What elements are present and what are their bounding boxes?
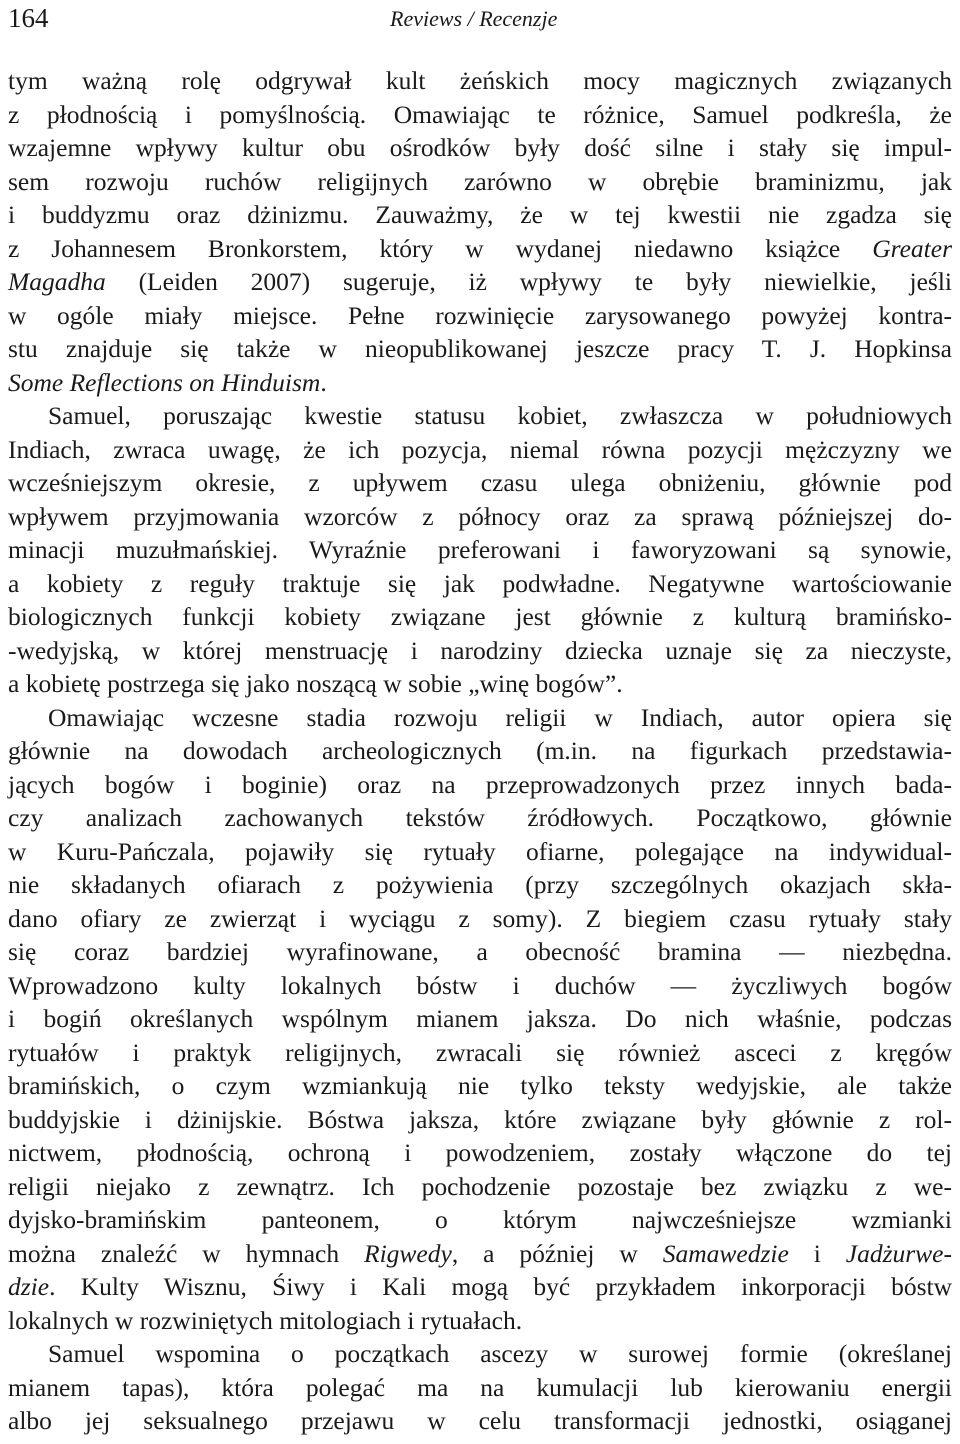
text-line — [8, 98, 952, 132]
text-line — [8, 1304, 952, 1338]
text-run: wpływem przyjmowania wzorców z północy oraz za sprawą późniejszej do- — [8, 501, 952, 531]
italic-title: Magadha — [8, 267, 106, 296]
text-run: tym ważną rolę odgrywał kult żeńskich mocy magicznych związanych — [8, 66, 952, 95]
text-line — [8, 533, 952, 567]
text-line — [8, 1002, 952, 1036]
text-line — [8, 1069, 952, 1103]
text-line — [8, 1103, 952, 1137]
text-line — [8, 1136, 952, 1170]
text-line — [8, 902, 952, 936]
italic-title: Greater — [872, 233, 952, 263]
text-line — [8, 165, 952, 199]
text-run: buddyjskie i dżinijskie. Bóstwa jaksza, które związane były głównie z rol- — [8, 1104, 952, 1134]
text-line — [8, 466, 952, 500]
text-run: dano ofiary ze zwierząt i wyciągu z somy). Z biegiem czasu rytuały stały — [8, 903, 952, 933]
page-number: 164 — [8, 3, 49, 33]
text-line — [8, 1237, 952, 1271]
text-line — [8, 399, 952, 433]
text-line — [8, 1170, 952, 1204]
text-run: rytuałów i praktyk religijnych, zwracali się również asceci z kręgów — [8, 1037, 952, 1067]
italic-title: dzie — [8, 1272, 50, 1301]
text-line — [8, 567, 952, 601]
text-line — [8, 64, 952, 98]
text-run: lokalnych w rozwiniętych mitologiach i rytuałach. — [8, 1305, 523, 1335]
text-run: -wedyjską, w której menstruację i narodziny dziecka uznaje się za nieczyste, — [8, 635, 952, 665]
text-line — [8, 634, 952, 668]
text-run: wzajemne wpływy kultur obu ośrodków były dość silne i stały się impul- — [8, 133, 952, 162]
text-line — [8, 701, 952, 735]
text-run: i buddyzmu oraz dżinizmu. Zauważmy, że w tej kwestii nie zgadza się — [8, 200, 952, 229]
italic-title: Samawedzie — [662, 1238, 789, 1268]
text-run: można znaleźć w hymnach — [8, 1238, 365, 1268]
text-run: i bogiń określanych wspólnym mianem jaksza. Do nich właśnie, podczas — [8, 1004, 952, 1033]
text-line — [8, 198, 952, 232]
text-run: nie składanych ofiarach z pożywienia (przy szczególnych okazjach skła- — [8, 870, 952, 899]
text-run: . — [320, 367, 327, 397]
text-line — [8, 667, 952, 701]
text-line — [8, 332, 952, 366]
text-run: z płodnością i pomyślnością. Omawiając te różnice, Samuel podkreśla, że — [8, 99, 952, 129]
paragraph — [8, 1337, 952, 1438]
text-line — [8, 299, 952, 333]
text-run: głównie na dowodach archeologicznych (m.in. na figurkach przedstawia- — [8, 736, 952, 765]
paragraph — [8, 399, 952, 701]
text-run: biologicznych funkcji kobiety związane jest głównie z kulturą bramińsko- — [8, 602, 952, 631]
text-run: a kobietę postrzega się jako noszącą w sobie „winę bogów”. — [8, 669, 623, 698]
text-run: Samuel wspomina o początkach ascezy w surowej formie (określanej — [48, 1339, 952, 1368]
text-run: w ogóle miały miejsce. Pełne rozwinięcie zarysowanego powyżej kontra- — [8, 300, 952, 330]
text-run: religii niejako z zewnątrz. Ich pochodzenie pozostaje bez związku z we- — [8, 1171, 952, 1201]
text-run: wcześniejszym okresie, z upływem czasu ulega obniżeniu, głównie pod — [8, 468, 952, 497]
text-line — [8, 969, 952, 1003]
text-line — [8, 835, 952, 869]
text-run: w Kuru-Pańczala, pojawiły się rytuały ofiarne, polegające na indywidual- — [8, 836, 952, 866]
text-run: mianem tapas), która polegać ma na kumulacji lub kierowaniu energii — [8, 1372, 952, 1402]
text-line — [8, 232, 952, 266]
text-line — [8, 600, 952, 634]
text-run: minacji muzułmańskiej. Wyraźnie preferowani i faworyzowani są synowie, — [8, 535, 952, 564]
text-run: Wprowadzono kulty lokalnych bóstw i duchów — życzliwych bogów — [8, 970, 952, 1000]
text-run: (Leiden 2007) sugeruje, iż wpływy te były niewielkie, jeśli — [105, 267, 952, 296]
text-line — [8, 801, 952, 835]
text-line — [8, 131, 952, 165]
italic-title: Rigwedy — [364, 1238, 452, 1268]
text-run: czy analizach zachowanych tekstów źródłowych. Początkowo, głównie — [8, 803, 952, 832]
text-run: stu znajduje się także w nieopublikowanej jeszcze pracy T. J. Hopkinsa — [8, 334, 952, 363]
text-line — [8, 366, 952, 400]
text-run: Indiach, zwraca uwagę, że ich pozycja, niemal równa pozycji mężczyzny we — [8, 434, 952, 464]
text-run: a kobiety z reguły traktuje się jak podwładne. Negatywne wartościowanie — [8, 568, 952, 598]
text-run: , a później w — [451, 1238, 663, 1268]
page-header — [0, 0, 960, 40]
text-line — [8, 1337, 952, 1371]
paragraph — [8, 64, 952, 399]
text-line — [8, 1036, 952, 1070]
text-line — [8, 1404, 952, 1438]
text-run: Omawiając wczesne stadia rozwoju religii w Indiach, autor opiera się — [48, 702, 952, 732]
text-line — [8, 935, 952, 969]
text-run: Samuel, poruszając kwestie statusu kobiet, zwłaszcza w południowych — [48, 401, 952, 430]
text-run: jących bogów i boginie) oraz na przeprowadzonych przez innych bada- — [8, 769, 952, 799]
italic-title: Jadżurwe- — [845, 1238, 952, 1268]
text-line — [8, 734, 952, 768]
text-run: . Kulty Wisznu, Śiwy i Kali mogą być przykładem inkorporacji bóstw — [49, 1272, 952, 1301]
text-run: i — [788, 1238, 846, 1268]
text-run: dyjsko-bramińskim panteonem, o którym najwcześniejsze wzmianki — [8, 1205, 952, 1234]
text-line — [8, 1203, 952, 1237]
text-line — [8, 500, 952, 534]
text-run: się coraz bardziej wyrafinowane, a obecność bramina — niezbędna. — [8, 937, 952, 966]
text-run: albo jej seksualnego przejawu w celu transformacji jednostki, osiąganej — [8, 1406, 952, 1435]
text-run: z Johannesem Bronkorstem, który w wydanej niedawno książce — [8, 233, 873, 263]
text-line — [8, 265, 952, 299]
text-line — [8, 768, 952, 802]
paragraph — [8, 701, 952, 1338]
text-line — [8, 868, 952, 902]
text-line — [8, 1371, 952, 1405]
text-line — [8, 433, 952, 467]
body-text — [8, 64, 952, 1438]
running-head: Reviews / Recenzje — [390, 6, 558, 31]
text-run: nictwem, płodnością, ochroną i powodzeniem, zostały włączone do tej — [8, 1138, 952, 1167]
text-run: sem rozwoju ruchów religijnych zarówno w obrębie braminizmu, jak — [8, 166, 952, 196]
text-line — [8, 1270, 952, 1304]
italic-title: Some Reflections on Hinduism — [8, 367, 321, 397]
text-run: bramińskich, o czym wzmiankują nie tylko teksty wedyjskie, ale także — [8, 1071, 952, 1100]
